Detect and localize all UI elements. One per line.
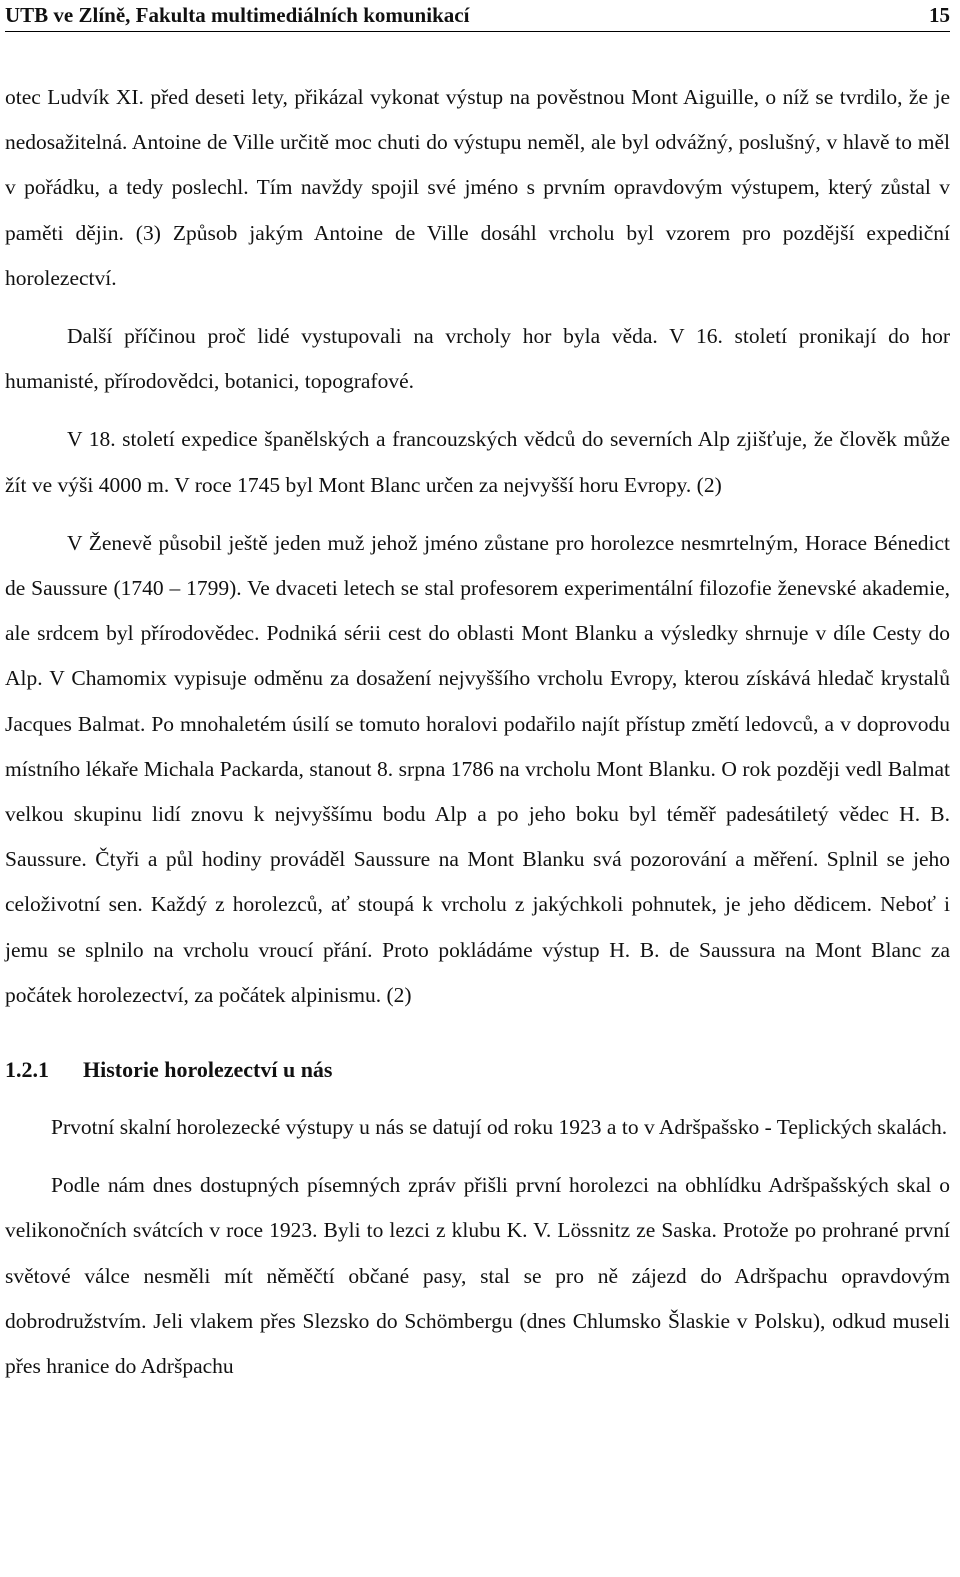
- section-paragraph-adrspach: Podle nám dnes dostupných písemných zpráv přišli první horolezci na obhlídku Adršpašských skal o velikonočních svátcích v roce 1923. Byli to lezci z klubu K. V. Lössnitz ze Saska. Protože po prohrané první světové válce nesměli mít něměčtí občané pasy, stal se pro ně zájezd do Adršpachu opravdovým dobrodružstvím. Jeli vlakem přes Slezsko do Schömbergu (dnes Chlumsko Šlaskie v Polsku), odkud museli přes hranice do Adršpachu: [5, 1173, 950, 1379]
- page-number: 15: [929, 3, 950, 27]
- section-paragraph-first-climbs: Prvotní skalní horolezecké výstupy u nás se datují od roku 1923 a to v Adršpašsko - Teplických skalách.: [51, 1115, 948, 1140]
- paragraph-saussure: V Ženevě působil ještě jeden muž jehož jméno zůstane pro horolezce nesmrtelným, Horace Bénedict de Saussure (1740 – 1799). Ve dvaceti letech se stal profesorem experimentální filozofie ženevské akademie, ale srdcem byl přírodovědec. Podniká sérii cest do oblasti Mont Blanku a výsledky shrnuje v díle Cesty do Alp. V Chamomix vypisuje odměnu za dosažení nejvyššího vrcholu Evropy, kterou získává hledač krystalů Jacques Balmat. Po mnohaletém úsilí se tomuto horalovi podařilo najít přístup změtí ledovců, a v doprovodu místního lékaře Michala Packarda, stanout 8. srpna 1786 na vrcholu Mont Blanku. O rok později vedl Balmat velkou skupinu lidí znovu k nejvyššímu bodu Alp a po jeho boku byl téměř padesátiletý vědec H. B. Saussure. Čtyři a půl hodiny prováděl Saussure na Mont Blanku svá pozorování a měření. Splnil se jeho celoživotní sen. Každý z horolezců, ať stoupá k vrcholu z jakýchkoli pohnutek, je jeho dědicem. Neboť i jemu se splnilo na vrcholu vroucí přání. Proto pokládáme výstup H. B. de Saussura na Mont Blanc za počátek horolezectví, za počátek alpinismu. (2): [5, 530, 950, 1007]
- section-number: 1.2.1: [5, 1057, 49, 1083]
- paragraph-continued: otec Ludvík XI. před deseti lety, přikázal vykonat výstup na pověstnou Mont Aiguille, o níž se tvrdilo, že je nedosažitelná. Antoine de Ville určitě moc chuti do výstupu neměl, ale byl odvážný, poslušný, v hlavě to měl v pořádku, a tedy poslechl. Tím navždy spojil své jméno s prvním opravdovým výstupem, který zůstal v paměti dějin. (3) Způsob jakým Antoine de Ville dosáhl vrcholu byl vzorem pro pozdější expediční horolezectví.: [5, 85, 950, 290]
- page-header: [5, 0, 950, 32]
- paragraph-science: Další příčinou proč lidé vystupovali na vrcholy hor byla věda. V 16. století pronikají do hor humanisté, přírodovědci, botanici, topografové.: [5, 324, 950, 394]
- section-title: Historie horolezectví u nás: [83, 1057, 333, 1083]
- paragraph-18th-century: V 18. století expedice španělských a francouzských vědců do severních Alp zjišťuje, že člověk může žít ve výši 4000 m. V roce 1745 byl Mont Blanc určen za nejvyšší horu Evropy. (2): [5, 427, 950, 497]
- page-body: [5, 75, 950, 1389]
- section-heading: [5, 1047, 950, 1092]
- header-title: UTB ve Zlíně, Fakulta multimediálních komunikací: [5, 3, 470, 27]
